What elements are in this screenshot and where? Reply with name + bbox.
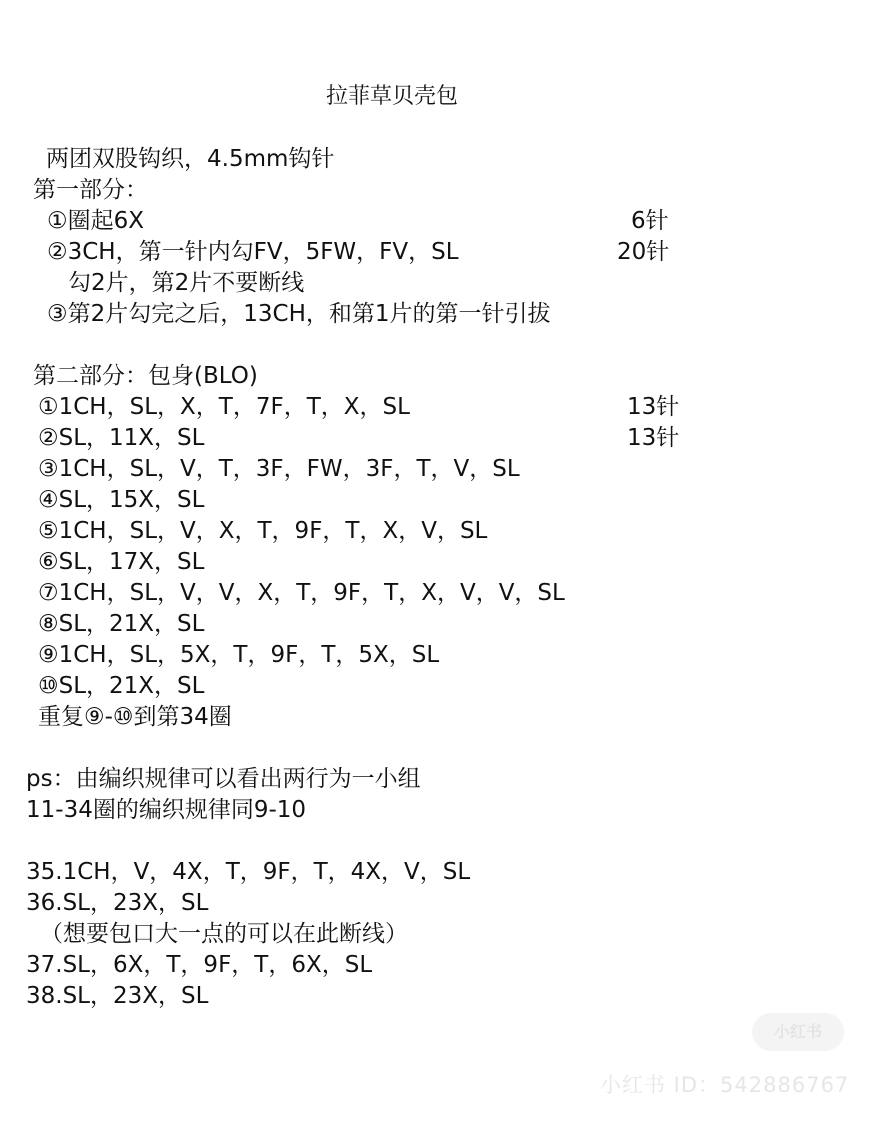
part2-row-2-count: 13针 xyxy=(627,425,680,451)
part1-row-2-count: 20针 xyxy=(617,239,670,265)
part2-heading: 第二部分：包身(BLO) xyxy=(33,363,258,389)
part1-row-1-count: 6针 xyxy=(631,208,669,234)
part2-row-8: ⑧SL，21X，SL xyxy=(38,611,205,637)
page-title: 拉菲草贝壳包 xyxy=(326,84,459,109)
part2-row-6: ⑥SL，17X，SL xyxy=(38,549,205,575)
part1-row-2: ②3CH，第一针内勾FV，5FW，FV，SL xyxy=(47,239,459,265)
row-36: 36.SL，23X，SL xyxy=(26,890,209,916)
ps-line-1: ps：由编织规律可以看出两行为一小组 xyxy=(26,766,421,792)
part2-row-10: ⑩SL，21X，SL xyxy=(38,673,205,699)
part2-row-1: ①1CH，SL，X，T，7F，T，X，SL xyxy=(38,394,410,420)
part1-heading: 第一部分： xyxy=(33,177,148,203)
part2-row-3: ③1CH，SL，V，T，3F，FW，3F，T，V，SL xyxy=(38,456,520,482)
part2-repeat-note: 重复⑨-⑩到第34圈 xyxy=(38,704,232,730)
ps-line-2: 11-34圈的编织规律同9-10 xyxy=(26,797,307,823)
row-36-note: （想要包口大一点的可以在此断线） xyxy=(40,921,408,947)
part1-row-3: ③第2片勾完之后，13CH，和第1片的第一针引拔 xyxy=(47,301,551,327)
part1-note: 勾2片，第2片不要断线 xyxy=(68,270,305,296)
part2-row-5: ⑤1CH，SL，V，X，T，9F，T，X，V，SL xyxy=(38,518,488,544)
part1-row-1: ①圈起6X xyxy=(47,208,145,234)
row-38: 38.SL，23X，SL xyxy=(26,983,209,1009)
watermark-id: 小红书 ID：542886767 xyxy=(600,1073,850,1097)
part2-row-7: ⑦1CH，SL，V，V，X，T，9F，T，X，V，V，SL xyxy=(38,580,565,606)
part2-row-9: ⑨1CH，SL，5X，T，9F，T，5X，SL xyxy=(38,642,440,668)
part2-row-2: ②SL，11X，SL xyxy=(38,425,205,451)
watermark-logo: 小红书 xyxy=(752,1013,844,1051)
part2-row-1-count: 13针 xyxy=(627,394,680,420)
intro-line: 两团双股钩织，4.5mm钩针 xyxy=(46,146,335,172)
part2-row-4: ④SL，15X，SL xyxy=(38,487,205,513)
row-37: 37.SL，6X，T，9F，T，6X，SL xyxy=(26,952,373,978)
row-35: 35.1CH，V，4X，T，9F，T，4X，V，SL xyxy=(26,859,471,885)
